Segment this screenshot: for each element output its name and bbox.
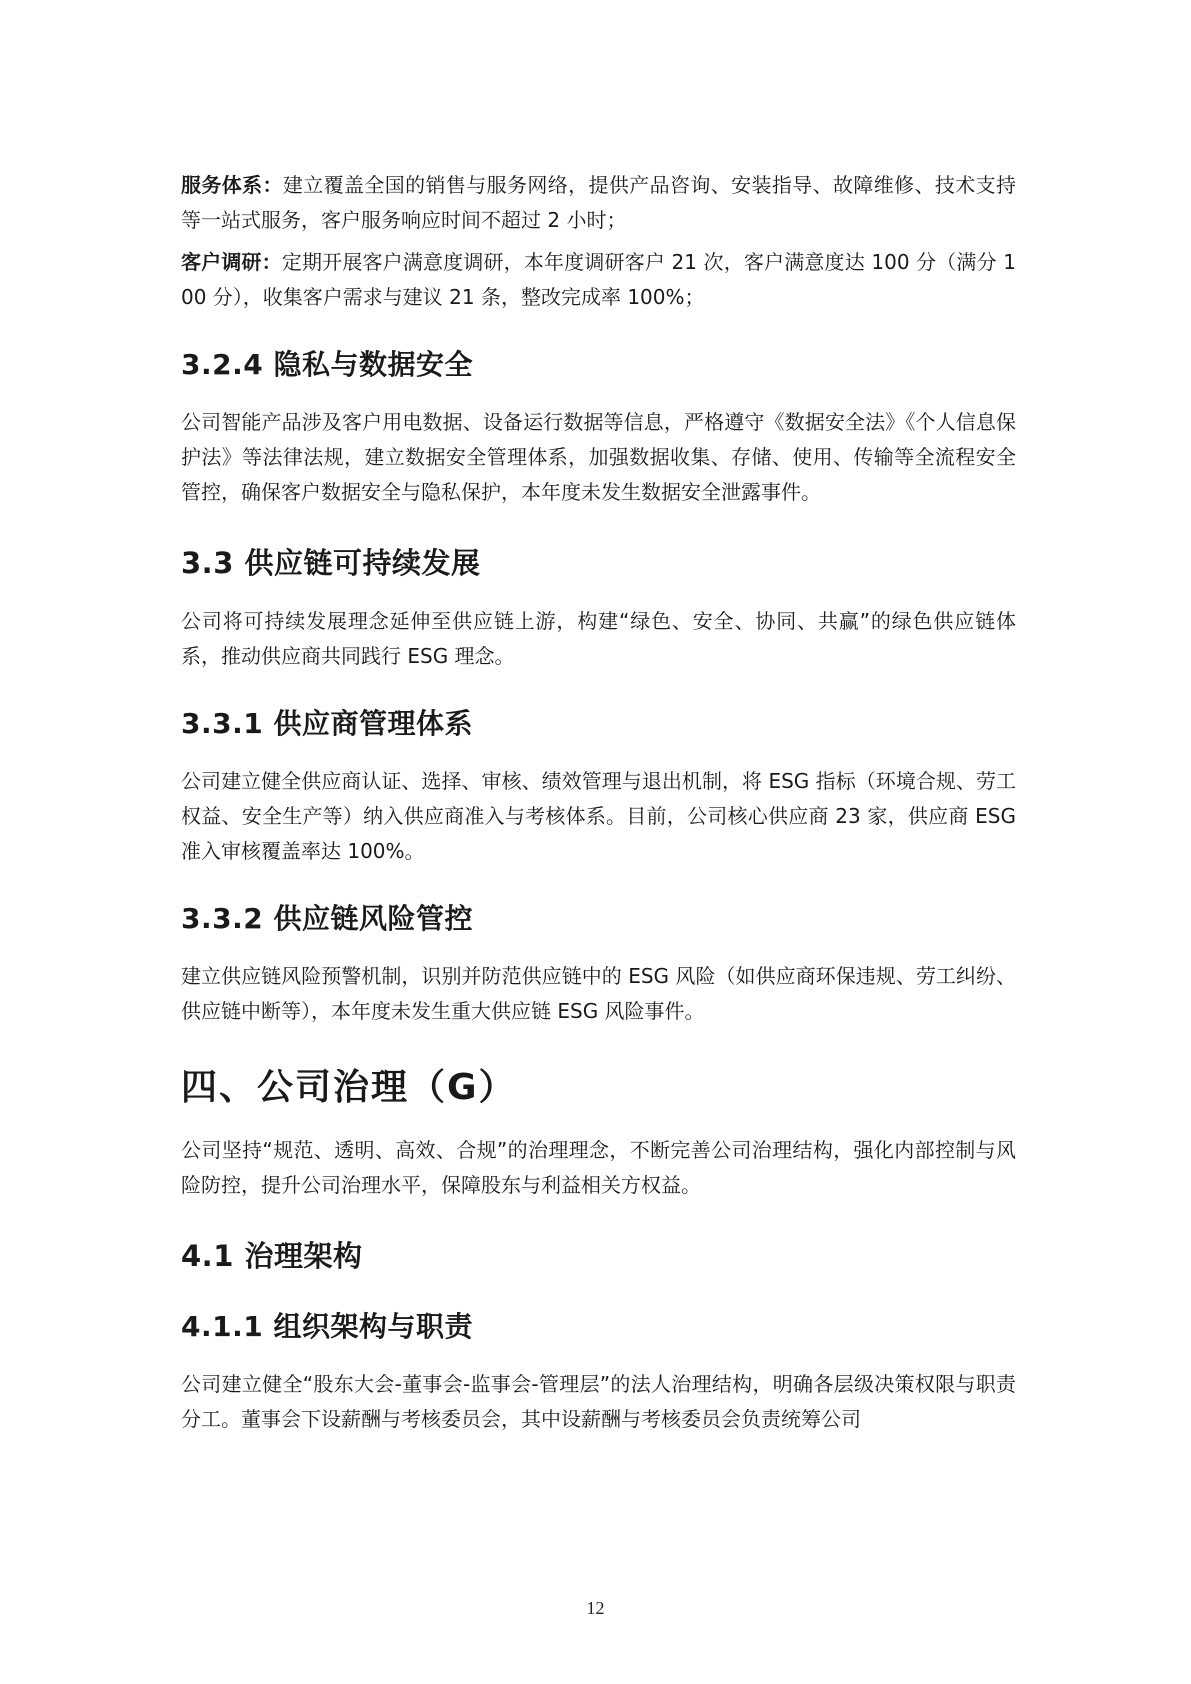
heading-3-3-1: 3.3.1 供应商管理体系 xyxy=(181,707,473,740)
text-service-system: 建立覆盖全国的销售与服务网络，提供产品咨询、安装指导、故障维修、技术支持等一站式服务，客户服务响应时间不超过 2 小时； xyxy=(181,173,1016,232)
term-customer-survey: 客户调研： xyxy=(181,250,282,274)
page-number: 12 xyxy=(586,1598,605,1618)
heading-4-1: 4.1 治理架构 xyxy=(181,1239,363,1273)
paragraph-4-1-1: 公司建立健全“股东大会-董事会-监事会-管理层”的法人治理结构，明确各层级决策权限与职责分工。董事会下设薪酬与考核委员会，其中设薪酬与考核委员会负责统筹公司 xyxy=(181,1372,1016,1431)
heading-section-4: 四、公司治理（G） xyxy=(181,1067,517,1108)
paragraph-3-3-2: 建立供应链风险预警机制，识别并防范供应链中的 ESG 风险（如供应商环保违规、劳工纠纷、供应链中断等），本年度未发生重大供应链 ESG 风险事件。 xyxy=(181,964,1016,1023)
paragraph-section-4: 公司坚持“规范、透明、高效、合规”的治理理念，不断完善公司治理结构，强化内部控制与风险防控，提升公司治理水平，保障股东与利益相关方权益。 xyxy=(181,1138,1016,1197)
paragraph-service-system xyxy=(181,168,1016,238)
page-content xyxy=(181,168,1016,1437)
text-customer-survey: 定期开展客户满意度调研，本年度调研客户 21 次，客户满意度达 100 分（满分 100 分），收集客户需求与建议 21 条，整改完成率 100%； xyxy=(181,250,1017,309)
heading-3-3: 3.3 供应链可持续发展 xyxy=(181,546,481,580)
heading-3-2-4: 3.2.4 隐私与数据安全 xyxy=(181,348,473,381)
paragraph-customer-survey xyxy=(181,245,1016,315)
heading-4-1-1: 4.1.1 组织架构与职责 xyxy=(181,1310,473,1343)
paragraph-3-2-4: 公司智能产品涉及客户用电数据、设备运行数据等信息，严格遵守《数据安全法》《个人信息保护法》等法律法规，建立数据安全管理体系，加强数据收集、存储、使用、传输等全流程安全管控，确保客户数据安全与隐私保护，本年度未发生数据安全泄露事件。 xyxy=(181,410,1016,504)
paragraph-3-3-1: 公司建立健全供应商认证、选择、审核、绩效管理与退出机制，将 ESG 指标（环境合规、劳工权益、安全生产等）纳入供应商准入与考核体系。目前，公司核心供应商 23 家，供应商 ESG 准入审核覆盖率达 100%。 xyxy=(181,769,1016,863)
term-service-system: 服务体系： xyxy=(181,173,283,197)
paragraph-3-3: 公司将可持续发展理念延伸至供应链上游，构建“绿色、安全、协同、共赢”的绿色供应链体系，推动供应商共同践行 ESG 理念。 xyxy=(181,609,1016,668)
heading-3-3-2: 3.3.2 供应链风险管控 xyxy=(181,902,473,935)
